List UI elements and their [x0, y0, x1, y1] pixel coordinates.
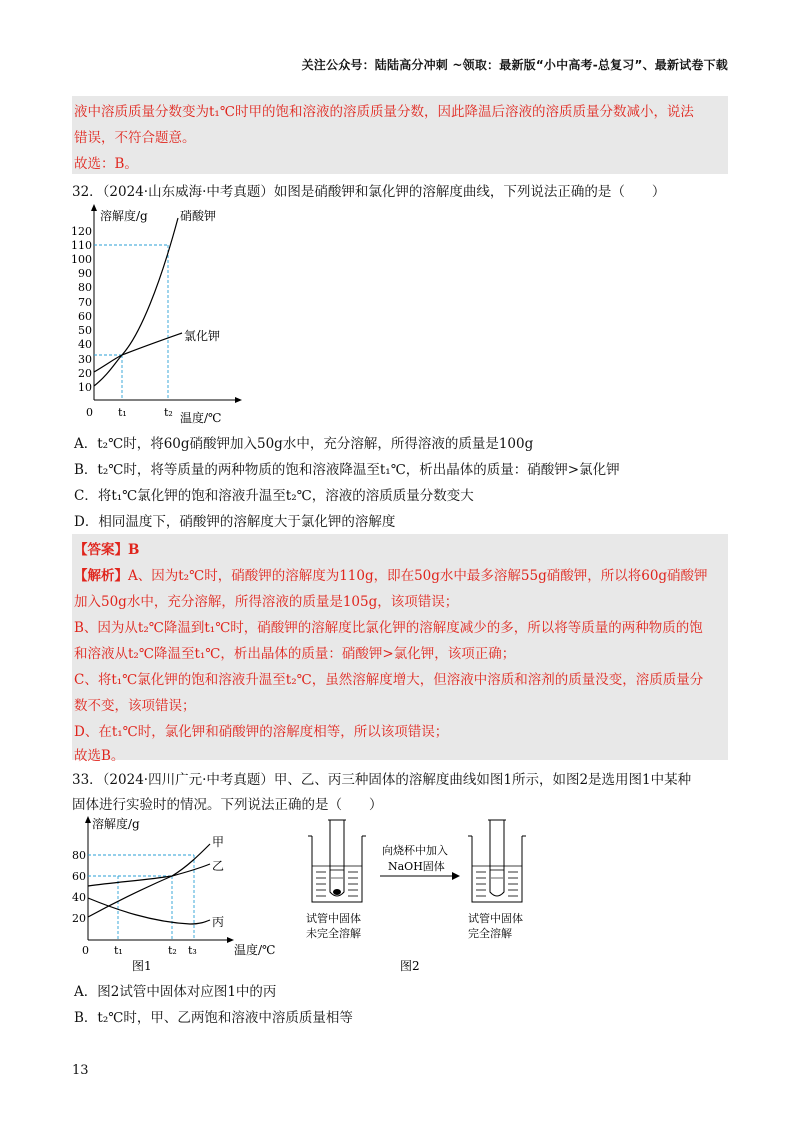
q33-option-b: B．t₂℃时，甲、乙两饱和溶液中溶质质量相等: [74, 1010, 353, 1026]
q32-answer-block: [72, 534, 728, 764]
analysis-tag: 【解析】: [74, 568, 128, 584]
q32-xlabel: 温度/℃: [180, 411, 222, 425]
arrow-text1: 向烧杯中加入: [382, 844, 448, 857]
q32-x-arrow-icon: [235, 397, 242, 403]
q32-option-d: D．相同温度下，硝酸钾的溶解度大于氯化钾的溶解度: [74, 514, 396, 530]
q32-analysis-line: 数不变，该项错误；: [74, 698, 196, 714]
right-beaker-liquid: [472, 866, 522, 896]
prev-answer-line2: 错误，不符合题意。: [74, 130, 196, 146]
q33-ytick: 40: [72, 891, 86, 904]
answer-tag: 【答案】: [74, 542, 128, 558]
q32-ytick: 80: [78, 281, 92, 294]
q33-bing-curve: [88, 898, 210, 924]
q32-analysis-line: C、将t₁℃氯化钾的饱和溶液升温至t₂℃，虽然溶解度增大，但溶液中溶质和溶剂的质量没变，溶质质量分: [74, 672, 704, 688]
prev-answer-line1: 液中溶质质量分数变为t₁℃时甲的饱和溶液的溶质质量分数，因此降温后溶液的溶质质量分数减小，说法: [74, 104, 694, 120]
q32-ytick: 70: [78, 296, 92, 309]
q32-ytick: 100: [71, 253, 92, 266]
prev-answer-block: [72, 96, 728, 174]
analysis-text: A、因为t₂℃时，硝酸钾的溶解度为110g，即在50g水中最多溶解55g硝酸钾，所以将60g硝酸钾: [128, 568, 708, 584]
q33-xtick-t3: t₃: [188, 944, 197, 957]
q32-kno3-curve: [94, 218, 178, 386]
q33-bing-label: 丙: [212, 915, 225, 929]
q33-origin: 0: [82, 944, 89, 957]
q32-y-arrow-icon: [91, 204, 97, 211]
q33-yi-label: 乙: [212, 859, 225, 873]
q33-stem-line1: 33．（2024·四川广元·中考真题）甲、乙、丙三种固体的溶解度曲线如图1所示，如图2是选用图1中某种: [72, 772, 692, 788]
q33-jia-label: 甲: [212, 835, 225, 849]
page-number: 13: [72, 1063, 89, 1078]
left-caption1: 试管中固体: [306, 912, 361, 925]
q33-xlabel: 温度/℃: [234, 943, 276, 957]
q32-origin: 0: [86, 406, 93, 419]
q32-ytick: 60: [78, 310, 92, 323]
q32-analysis-line: 加入50g水中，充分溶解，所得溶液的质量是105g，该项错误；: [74, 594, 459, 610]
q32-analysis-line: 和溶液从t₂℃降温至t₁℃，析出晶体的质量：硝酸钾>氯化钾，该项正确；: [74, 646, 516, 662]
q33-x-arrow-icon: [227, 937, 234, 943]
q32-xtick-t2: t₂: [164, 406, 173, 419]
left-caption2: 未完全溶解: [306, 927, 361, 940]
q33-xtick-t2: t₂: [168, 944, 177, 957]
q33-y-arrow-icon: [85, 816, 91, 823]
q32-ytick: 110: [71, 239, 92, 252]
q32-analysis-line: 故选B。: [74, 748, 125, 764]
q32-analysis-line: D、在t₁℃时，氯化钾和硝酸钾的溶解度相等，所以该项错误；: [74, 724, 449, 740]
q32-option-b: B．t₂℃时，将等质量的两种物质的饱和溶液降温至t₁℃，析出晶体的质量：硝酸钾>氯化钾: [74, 462, 620, 478]
q32-ytick: 40: [78, 338, 92, 351]
q33-yi-curve: [88, 864, 210, 886]
q33-ytick: 20: [72, 912, 86, 925]
q32-kcl-curve: [94, 333, 182, 372]
q33-fig1-caption: 图1: [132, 959, 152, 973]
page-header: 关注公众号：陆陆高分冲刺 ~领取：最新版“小中高考-总复习”、最新试卷下载: [301, 58, 728, 72]
q32-ytick: 90: [78, 267, 92, 280]
q33-xtick-t1: t₁: [114, 944, 123, 957]
q32-kno3-label: 硝酸钾: [180, 209, 217, 223]
q33-figure1-chart: [62, 814, 292, 974]
q32-answer-line: [74, 538, 139, 558]
q33-fig2-caption: 图2: [400, 959, 420, 973]
prev-answer-line3: 故选：B。: [74, 156, 138, 172]
arrow-text2: NaOH固体: [388, 860, 445, 873]
q33-ytick: 60: [72, 870, 86, 883]
q32-stem: 32．（2024·山东威海·中考真题）如图是硝酸钾和氯化钾的溶解度曲线，下列说法正确的是（ ）: [72, 184, 666, 200]
q32-xtick-t1: t₁: [118, 406, 127, 419]
right-test-tube: [488, 820, 506, 896]
q32-ytick: 120: [71, 225, 92, 238]
q32-analysis-line: B、因为从t₂℃降温到t₁℃时，硝酸钾的溶解度比氯化钾的溶解度减少的多，所以将等质量的两种物质的饱: [74, 620, 703, 636]
right-caption2: 完全溶解: [468, 927, 512, 940]
undissolved-solid: [333, 889, 341, 895]
q32-ytick: 50: [78, 324, 92, 337]
q32-ylabel: 溶解度/g: [100, 209, 148, 223]
q33-ytick: 80: [72, 849, 86, 862]
q32-option-a: A．t₂℃时，将60g硝酸钾加入50g水中，充分溶解，所得溶液的质量是100g: [74, 436, 534, 452]
q32-ytick: 30: [78, 353, 92, 366]
q32-ytick: 20: [78, 367, 92, 380]
answer-value: B: [128, 542, 140, 558]
q32-analysis-line: [74, 564, 708, 584]
q32-solubility-chart: [60, 200, 260, 428]
q32-kcl-label: 氯化钾: [184, 329, 221, 343]
q33-ylabel: 溶解度/g: [92, 817, 140, 831]
q33-option-a: A．图2试管中固体对应图1中的丙: [74, 984, 277, 1000]
q33-figure2-experiment: [300, 814, 560, 974]
q33-stem-line2: 固体进行实验时的情况。下列说法正确的是（ ）: [72, 797, 383, 813]
right-caption1: 试管中固体: [468, 912, 523, 925]
left-test-tube: [328, 820, 346, 896]
right-beaker: [468, 836, 526, 902]
arrow-head-icon: [452, 872, 460, 880]
q32-option-c: C．将t₁℃氯化钾的饱和溶液升温至t₂℃，溶液的溶质质量分数变大: [74, 488, 474, 504]
q32-ytick: 10: [78, 381, 92, 394]
